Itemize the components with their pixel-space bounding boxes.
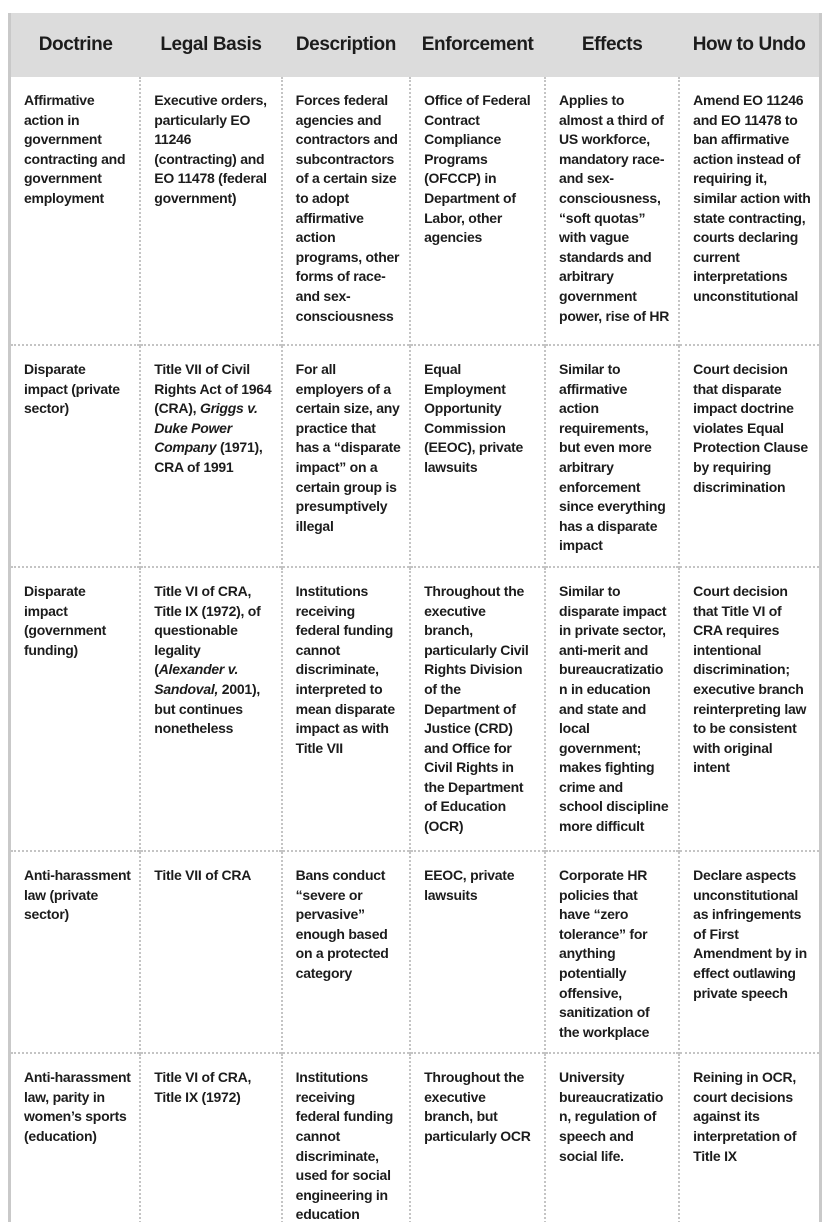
cell-description: Institutions receiving federal funding cannot discriminate, used for social engineering in education [282,1053,410,1222]
table-row [11,567,819,851]
cell-legal-basis: Executive orders, particularly EO 11246 (contracting) and EO 11478 (federal government) [140,77,281,345]
table-body [11,77,819,1222]
cell-legal-basis: Title VII of Civil Rights Act of 1964 (CRA), Griggs v. Duke Power Company (1971), CRA of 1991 [140,345,281,567]
column-header-legal-basis: Legal Basis [140,13,281,77]
cell-doctrine: Disparate impact (government funding) [11,567,140,851]
cell-doctrine: Anti-harassment law, parity in women’s sports (education) [11,1053,140,1222]
cell-doctrine: Anti-harassment law (private sector) [11,851,140,1053]
cell-effects: Similar to affirmative action requirements, but even more arbitrary enforcement since everything has a disparate impact [545,345,679,567]
cell-enforcement: Throughout the executive branch, particularly Civil Rights Division of the Department of Justice (CRD) and Office for Civil Rights in the Department of Education (OCR) [410,567,545,851]
cell-legal-basis: Title VI of CRA, Title IX (1972), of questionable legality (Alexander v. Sandoval, 2001), but continues nonetheless [140,567,281,851]
table-row [11,345,819,567]
column-header-doctrine: Doctrine [11,13,140,77]
cell-legal-basis: Title VI of CRA, Title IX (1972) [140,1053,281,1222]
cell-enforcement: Equal Employment Opportunity Commission (EEOC), private lawsuits [410,345,545,567]
cell-how-to-undo: Court decision that disparate impact doctrine violates Equal Protection Clause by requiring discrimination [679,345,819,567]
doctrine-comparison-table [11,13,819,1222]
cell-effects: Applies to almost a third of US workforce, mandatory race- and sex-consciousness, “soft quotas” with vague standards and arbitrary government power, rise of HR [545,77,679,345]
cell-enforcement: EEOC, private lawsuits [410,851,545,1053]
cell-description: Bans conduct “severe or pervasive” enough based on a protected category [282,851,410,1053]
column-header-enforcement: Enforcement [410,13,545,77]
cell-how-to-undo: Declare aspects unconstitutional as infringements of First Amendment by in effect outlawing private speech [679,851,819,1053]
cell-description: For all employers of a certain size, any practice that has a “disparate impact” on a certain group is presumptively illegal [282,345,410,567]
header-row [11,13,819,77]
cell-doctrine: Affirmative action in government contracting and government employment [24,92,126,206]
column-header-effects: Effects [545,13,679,77]
doctrine-table-frame [8,13,822,1222]
column-header-how-to-undo: How to Undo [679,13,819,77]
case-name-italic: Alexander v. Sandoval, [154,661,239,697]
table-header [11,13,819,77]
table-row [11,1053,819,1222]
cell-how-to-undo: Amend EO 11246 and EO 11478 to ban affirmative action instead of requiring it, similar action with state contracting, courts declaring current interpretations unconstitutional [679,77,819,345]
cell-description: Forces federal agencies and contractors and subcontractors of a certain size to adopt affirmative action programs, other forms of race- and sex-consciousness [282,77,410,345]
cell-how-to-undo: Court decision that Title VI of CRA requires intentional discrimination; executive branch reinterpreting law to be consistent with original intent [679,567,819,851]
cell-doctrine: Disparate impact (private sector) [11,345,140,567]
cell-enforcement: Throughout the executive branch, but particularly OCR [410,1053,545,1222]
cell-effects: University bureaucratization, regulation of speech and social life. [545,1053,679,1222]
cell-legal-basis: Title VII of CRA [140,851,281,1053]
cell-effects: Similar to disparate impact in private sector, anti-merit and bureaucratization in education and state and local government; makes fighting crime and school discipline more difficult [545,567,679,851]
cell-enforcement: Office of Federal Contract Compliance Programs (OFCCP) in Department of Labor, other agencies [410,77,545,345]
column-header-description: Description [282,13,410,77]
table-row [11,77,819,345]
cell-description: Institutions receiving federal funding cannot discriminate, interpreted to mean disparate impact as with Title VII [282,567,410,851]
table-row [11,851,819,1053]
cell-how-to-undo: Reining in OCR, court decisions against its interpretation of Title IX [679,1053,819,1222]
cell-effects: Corporate HR policies that have “zero tolerance” for anything potentially offensive, sanitization of the workplace [545,851,679,1053]
case-name-italic: Griggs v. Duke Power Company [154,400,258,456]
